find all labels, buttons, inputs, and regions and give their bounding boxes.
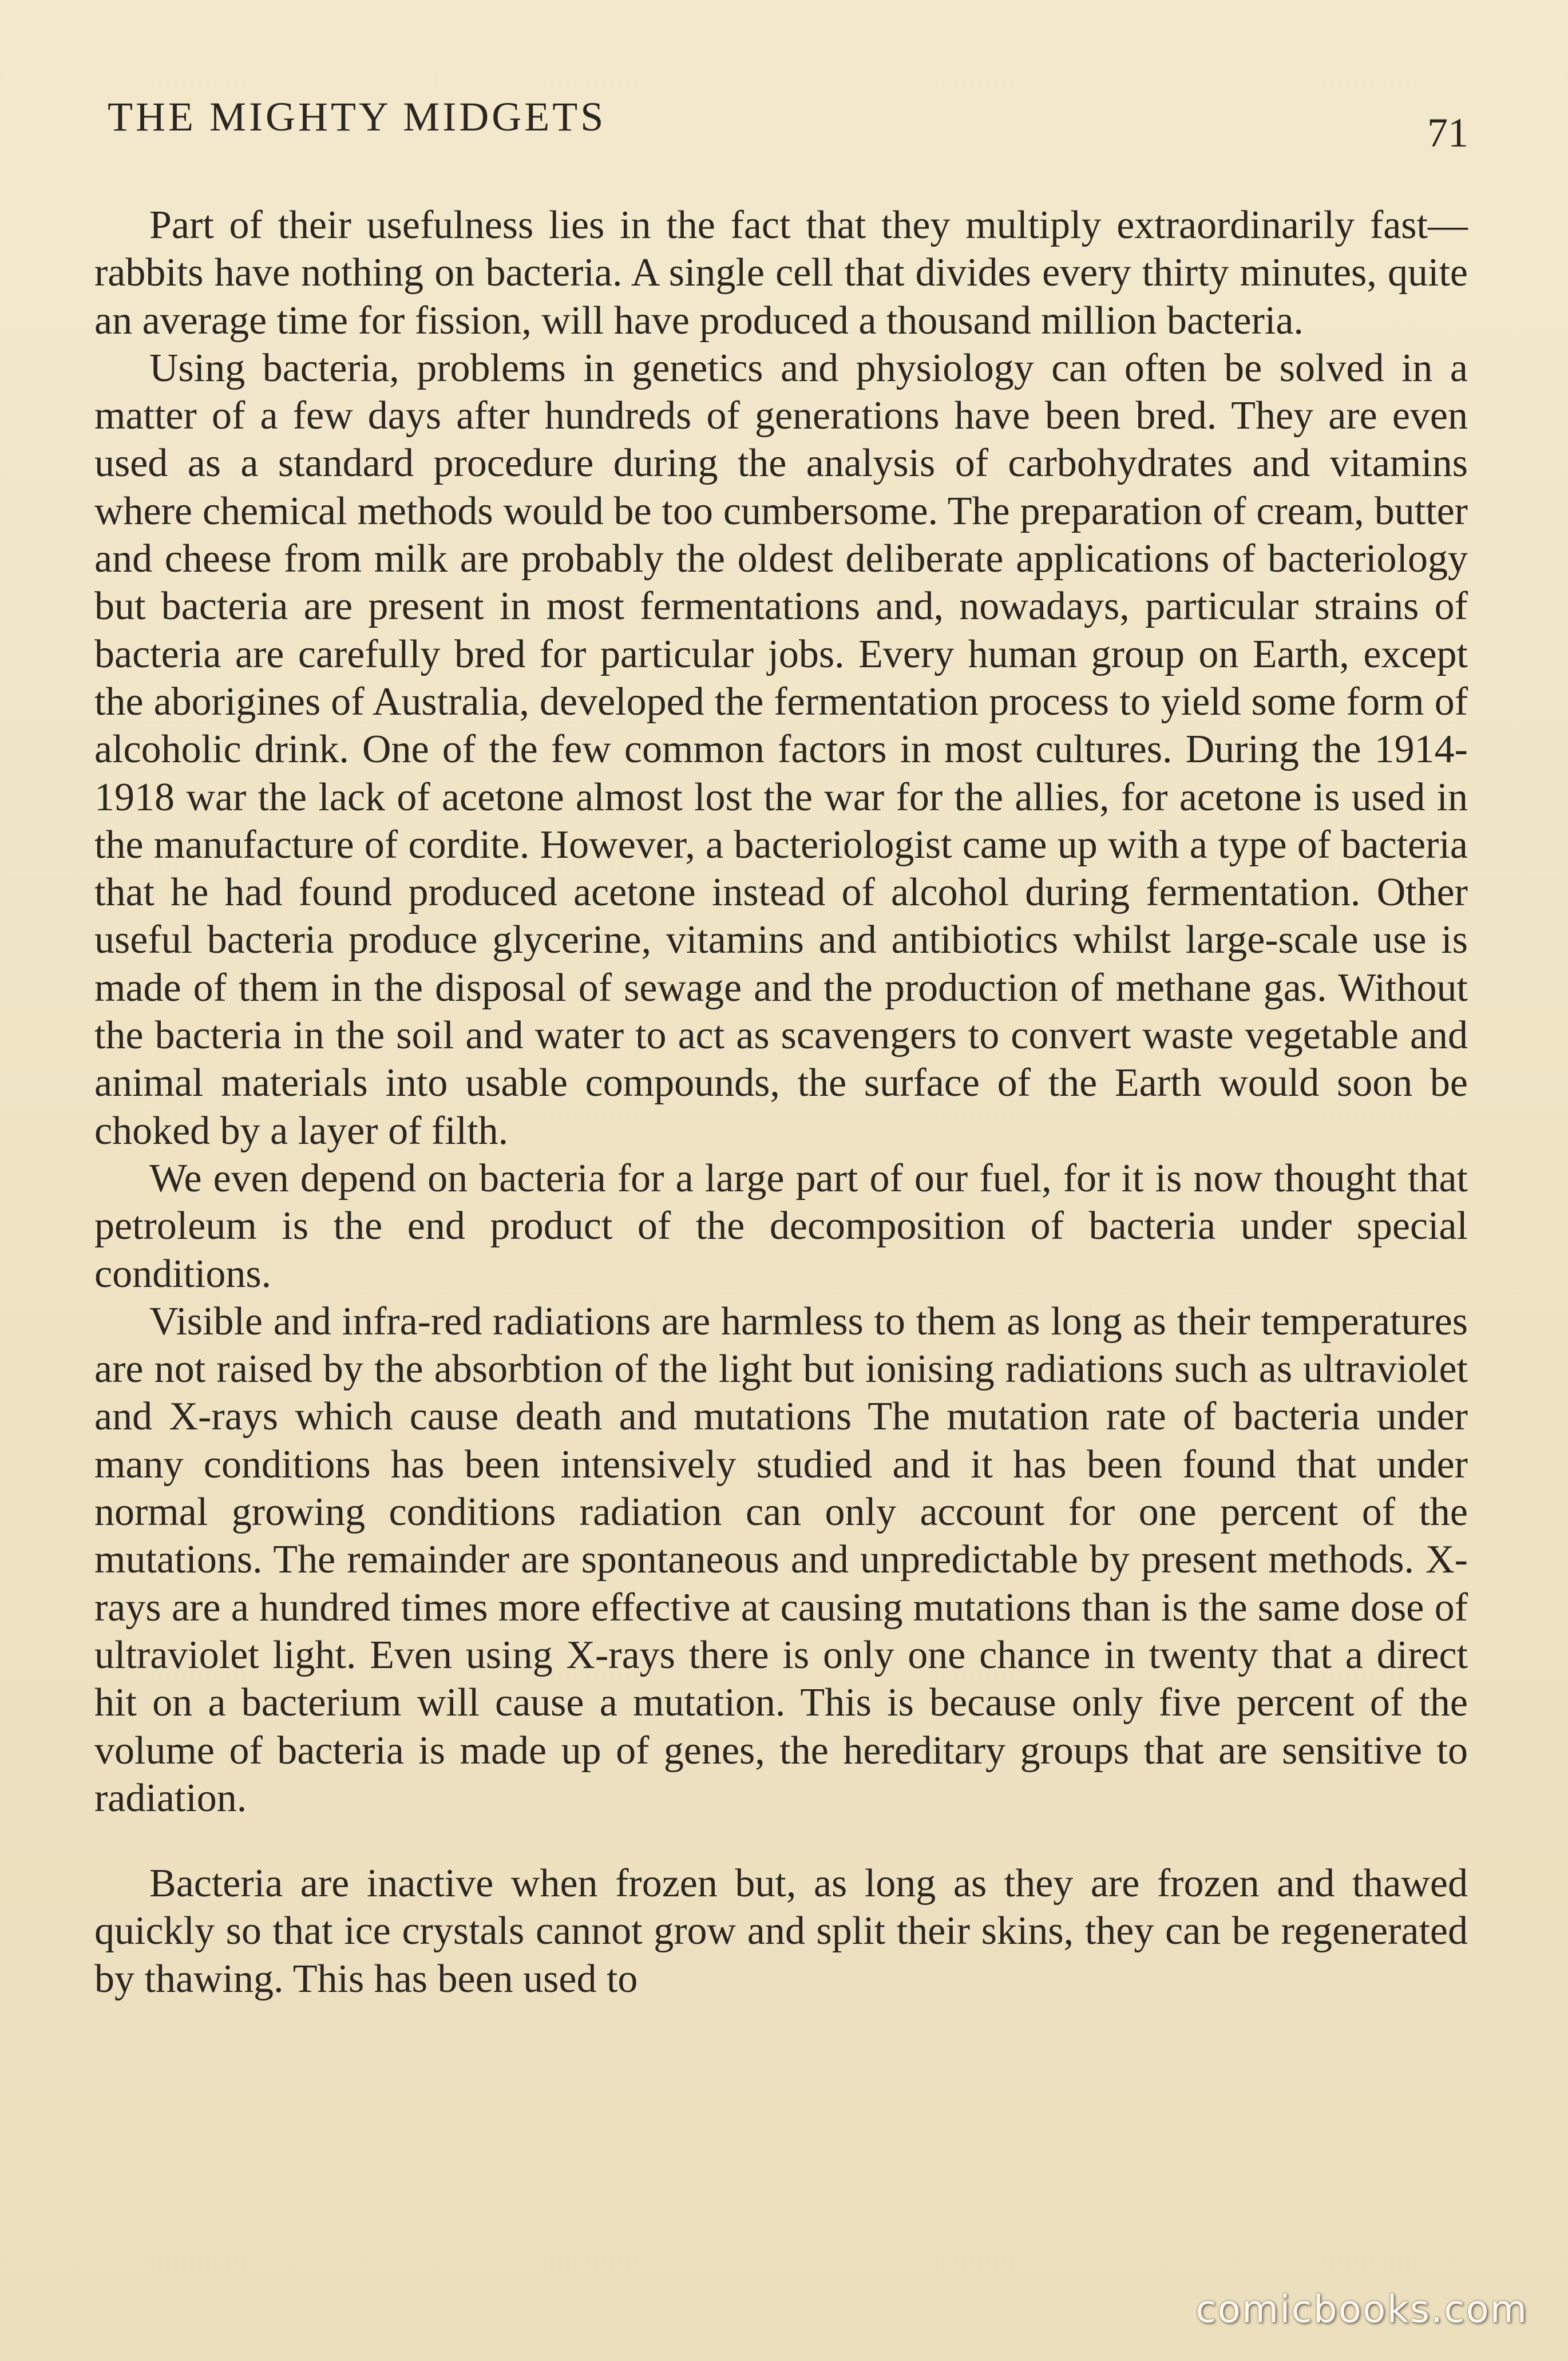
paragraph-radiation: Visible and infra-red radiations are harmless to them as long as their temperatures are not raised by the absorbtion of the light but ionising radiations such as ultraviolet and X-rays which cause death and mutations The mutation rate of bacteria under many conditions has been intensively studied and it has been found that under normal growing conditions radiation can only account for one percent of the mutations. The remainder are spontaneous and unpredictable by present methods. X-rays are a hundred times more effective at causing mutations than is the same dose of ultraviolet light. Even using X-rays there is only one chance in twenty that a direct hit on a bacterium will cause a mutation. This is because only five percent of the volume of bacteria is made up of genes, the hereditary groups that are sensitive to radiation. bbox=[94, 1299, 1468, 1820]
watermark: comicbooks.com bbox=[1195, 2287, 1528, 2331]
running-head: THE MIGHTY MIDGETS bbox=[108, 94, 607, 140]
body-text bbox=[94, 201, 1468, 2003]
paragraph-uses-of-bacteria: Using bacteria, problems in genetics and physiology can often be solved in a matter of a few days after hundreds of generations have been bred. They are even used as a standard procedure during the analysis of carbohydrates and vitamins where chemical methods would be too cumbersome. The preparation of cream, butter and cheese from milk are probably the oldest deliberate applications of bacteriology but bacteria are present in most fermentations and, nowadays, particular strains of bacteria are carefully bred for particular jobs. Every human group on Earth, except the aborigines of Australia, developed the fermentation process to yield some form of alcoholic drink. One of the few common factors in most cultures. During the 1914-1918 war the lack of acetone almost lost the war for the allies, for acetone is used in the manufacture of cordite. However, a bacteriologist came up with a type of bacteria that he had found produced acetone instead of alcohol during fermentation. Other useful bacteria produce glycerine, vitamins and antibiotics whilst large-scale use is made of them in the disposal of sewage and the production of methane gas. Without the bacteria in the soil and water to act as scavengers to convert waste vegetable and animal materials into usable compounds, the surface of the Earth would soon be choked by a layer of filth. bbox=[94, 346, 1468, 1153]
paragraph-reproduction-rate: Part of their usefulness lies in the fact that they multiply extraordinarily fast—rabbits have nothing on bacteria. A single cell that divides every thirty minutes, quite an average time for fission, will have produced a thousand million bacteria. bbox=[94, 203, 1468, 343]
paragraph-freezing: Bacteria are inactive when frozen but, as long as they are frozen and thawed quickly so that ice crystals cannot grow and split their skins, they can be regenerated by thawing. This has been used to bbox=[94, 1861, 1468, 2001]
page-number: 71 bbox=[1427, 110, 1468, 156]
paragraph-petroleum: We even depend on bacteria for a large part of our fuel, for it is now thought that petroleum is the end product of the decomposition of bacteria under special conditions. bbox=[94, 1156, 1468, 1296]
